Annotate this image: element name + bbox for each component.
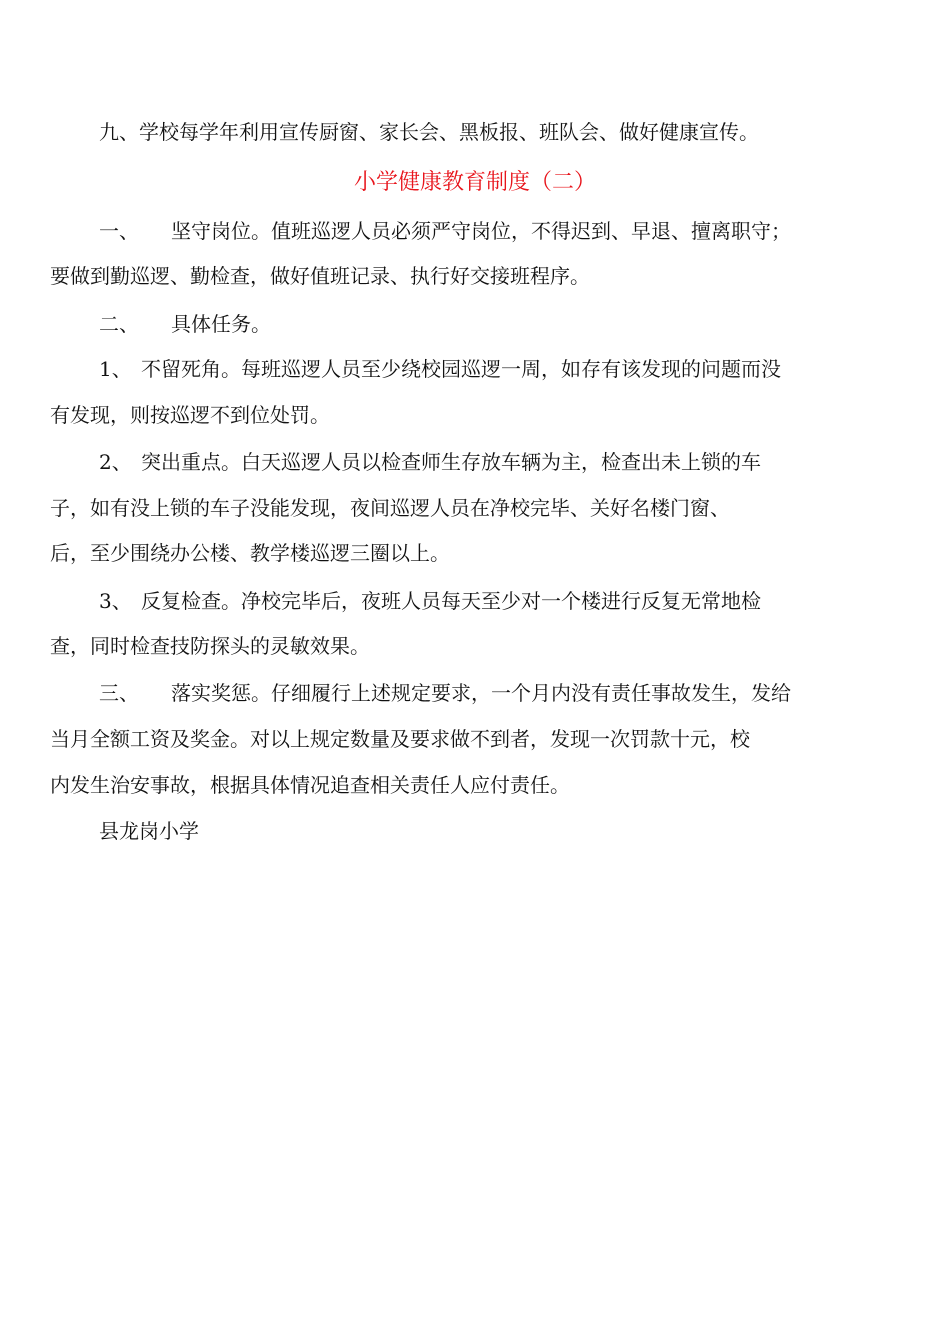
task-3-line-1 bbox=[99, 587, 761, 615]
section-3-line-1 bbox=[99, 679, 791, 707]
section-3-text-1: 落实奖惩。仔细履行上述规定要求，一个月内没有责任事故发生，发给 bbox=[171, 681, 791, 705]
signature: 县龙岗小学 bbox=[99, 819, 199, 843]
section-1-line-1 bbox=[99, 217, 791, 245]
task-1-line-2: 有发现，则按巡逻不到位处罚。 bbox=[50, 403, 330, 427]
section-1-line-2: 要做到勤巡逻、勤检查，做好值班记录、执行好交接班程序。 bbox=[50, 264, 590, 288]
section-2-text-1: 具体任务。 bbox=[171, 312, 271, 336]
task-2-line-2: 子，如有没上锁的车子没能发现，夜间巡逻人员在净校完毕、关好名楼门窗、 bbox=[50, 496, 730, 520]
section-3-line-3: 内发生治安事故，根据具体情况追查相关责任人应付责任。 bbox=[50, 773, 570, 797]
section-1-number: 一、 bbox=[99, 219, 139, 243]
document-title: 小学健康教育制度（二） bbox=[353, 170, 596, 195]
task-1-text-1: 不留死角。每班巡逻人员至少绕校园巡逻一周，如存有该发现的问题而没 bbox=[141, 357, 781, 381]
task-2-line-3: 后，至少围绕办公楼、教学楼巡逻三圈以上。 bbox=[50, 541, 450, 565]
section-1-text-1: 坚守岗位。值班巡逻人员必须严守岗位，不得迟到、早退、擅离职守； bbox=[171, 219, 791, 243]
intro-item: 九、学校每学年利用宣传厨窗、家长会、黑板报、班队会、做好健康宣传。 bbox=[99, 120, 759, 144]
task-1-number: 1、 bbox=[99, 357, 132, 381]
section-2-number: 二、 bbox=[99, 312, 139, 336]
task-3-line-2: 查，同时检查技防探头的灵敏效果。 bbox=[50, 634, 370, 658]
section-2-line-1 bbox=[99, 310, 271, 338]
task-3-number: 3、 bbox=[99, 589, 132, 613]
task-1-line-1 bbox=[99, 355, 781, 383]
task-2-text-1: 突出重点。白天巡逻人员以检查师生存放车辆为主，检查出未上锁的车 bbox=[141, 450, 761, 474]
task-2-line-1 bbox=[99, 448, 761, 476]
section-3-line-2: 当月全额工资及奖金。对以上规定数量及要求做不到者，发现一次罚款十元，校 bbox=[50, 727, 750, 751]
task-2-number: 2、 bbox=[99, 450, 132, 474]
section-3-number: 三、 bbox=[99, 681, 139, 705]
task-3-text-1: 反复检查。净校完毕后，夜班人员每天至少对一个楼进行反复无常地检 bbox=[141, 589, 761, 613]
